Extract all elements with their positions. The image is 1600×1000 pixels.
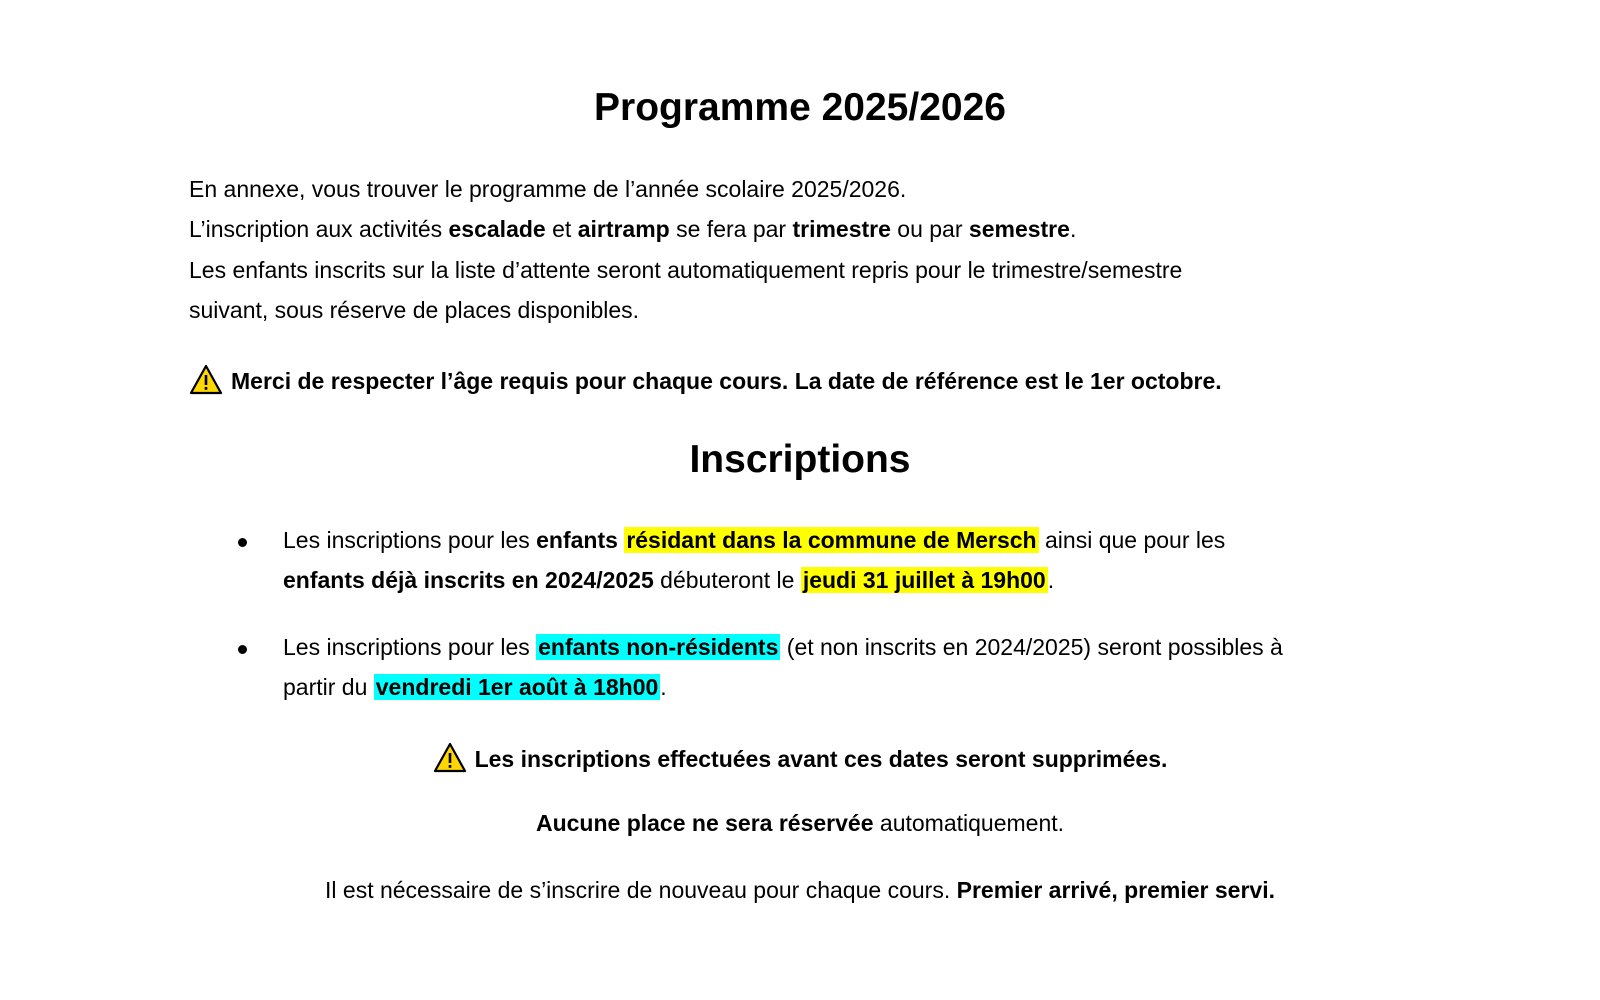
bullet-dot bbox=[238, 645, 247, 654]
warning-icon bbox=[433, 742, 467, 773]
bullet-dot bbox=[238, 538, 247, 547]
bullet-1-line-1: Les inscriptions pour les enfants résidant dans la commune de Mersch ainsi que pour les bbox=[283, 527, 1226, 553]
first-come-note: Il est nécessaire de s’inscrire de nouveau pour chaque cours. Premier arrivé, premier servi. bbox=[325, 877, 1275, 903]
date-warning: Les inscriptions effectuées avant ces dates seront supprimées. bbox=[0, 742, 1600, 774]
activity-airtramp: airtramp bbox=[577, 216, 670, 242]
page-title: Programme 2025/2026 bbox=[594, 86, 1006, 129]
period-semestre: semestre bbox=[968, 216, 1070, 242]
bullet-1-line-2: enfants déjà inscrits en 2024/2025 débuteront le jeudi 31 juillet à 19h00. bbox=[283, 567, 1055, 593]
intro-line-1: En annexe, vous trouver le programme de l’année scolaire 2025/2026. bbox=[189, 176, 907, 202]
bullet-2-line-1: Les inscriptions pour les enfants non-résidents (et non inscrits en 2024/2025) seront possibles à bbox=[283, 634, 1283, 660]
period-trimestre: trimestre bbox=[792, 216, 891, 242]
highlight-residents: résidant dans la commune de Mersch bbox=[626, 527, 1037, 553]
section-title-inscriptions: Inscriptions bbox=[689, 438, 911, 481]
age-warning: Merci de respecter l’âge requis pour chaque cours. La date de référence est le 1er octobre. bbox=[189, 364, 1222, 396]
highlight-date-residents: jeudi 31 juillet à 19h00 bbox=[802, 567, 1046, 593]
intro-line-2: L’inscription aux activités escalade et airtramp se fera par trimestre ou par semestre. bbox=[189, 216, 1077, 242]
intro-line-3: Les enfants inscrits sur la liste d’attente seront automatiquement repris pour le trimestre/semestre bbox=[189, 257, 1183, 283]
warning-icon bbox=[189, 364, 223, 395]
no-reservation-note: Aucune place ne sera réservée automatiquement. bbox=[535, 810, 1065, 836]
highlight-non-residents: enfants non-résidents bbox=[538, 634, 779, 660]
intro-line-4: suivant, sous réserve de places disponibles. bbox=[189, 297, 640, 323]
activity-escalade: escalade bbox=[448, 216, 546, 242]
bullet-2-line-2: partir du vendredi 1er août à 18h00. bbox=[283, 674, 667, 700]
highlight-date-non-residents: vendredi 1er août à 18h00 bbox=[375, 674, 659, 700]
